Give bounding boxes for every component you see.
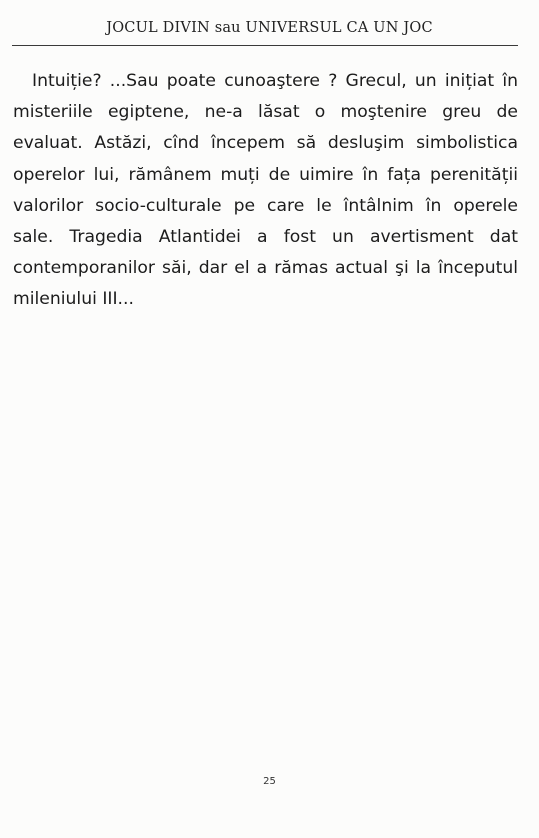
paragraph-line: misteriile egiptene, ne-a lăsat o moştenire greu de xyxy=(13,102,518,123)
page-number: 25 xyxy=(263,776,276,787)
body-paragraph xyxy=(13,66,518,316)
header-rule xyxy=(12,45,518,46)
paragraph-line: operelor lui, rămânem muți de uimire în fața perenității xyxy=(13,164,518,185)
paragraph-line: evaluat. Astăzi, cînd începem să desluşim simbolistica xyxy=(13,133,518,154)
running-header: JOCUL DIVIN sau UNIVERSUL CA UN JOC xyxy=(106,20,433,36)
paragraph-line: Intuiție? ...Sau poate cunoaştere ? Grecul, un inițiat în xyxy=(32,71,518,91)
paragraph-line: contemporanilor săi, dar el a rămas actual şi la începutul xyxy=(13,258,518,279)
paragraph-line: mileniului III... xyxy=(13,289,134,310)
paragraph-line: valorilor socio-culturale pe care le întâlnim în operele xyxy=(13,195,518,216)
paragraph-line: sale. Tragedia Atlantidei a fost un avertisment dat xyxy=(13,227,518,248)
